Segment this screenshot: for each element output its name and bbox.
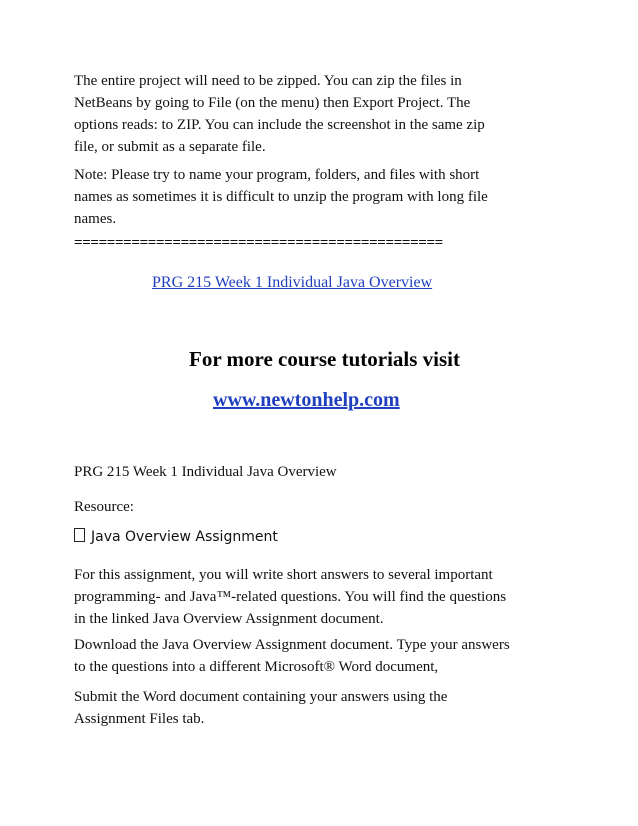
text-line: file, or submit as a separate file. <box>74 139 266 155</box>
resource-label <box>74 496 574 518</box>
text-line: names. <box>74 211 117 227</box>
text-line: PRG 215 Week 1 Individual Java Overview <box>74 464 337 480</box>
paragraph-submit <box>74 686 574 730</box>
paragraph-download <box>74 634 574 678</box>
text-line: Assignment Files tab. <box>74 711 205 727</box>
checkbox-bullet-icon <box>74 528 85 542</box>
text-line: options reads: to ZIP. You can include the screenshot in the same zip <box>74 117 485 133</box>
text-line: Resource: <box>74 499 134 515</box>
website-link[interactable]: www.newtonhelp.com <box>213 389 400 411</box>
text-line: in the linked Java Overview Assignment document. <box>74 611 384 627</box>
text-line: NetBeans by going to File (on the menu) then Export Project. The <box>74 95 471 111</box>
text-line: For this assignment, you will write short answers to several important <box>74 567 493 583</box>
text-line: The entire project will need to be zipped. You can zip the files in <box>74 73 462 89</box>
text-line: to the questions into a different Microsoft® Word document, <box>74 659 439 675</box>
paragraph-naming-note <box>74 164 574 230</box>
text-line: Download the Java Overview Assignment document. Type your answers <box>74 637 510 653</box>
text-line: Note: Please try to name your program, folders, and files with short <box>74 167 480 183</box>
paragraph-assignment <box>74 564 574 630</box>
text-line: programming- and Java™-related questions. You will find the questions <box>74 589 507 605</box>
text-line: names as sometimes it is difficult to unzip the program with long file <box>74 189 488 205</box>
text-line: Submit the Word document containing your answers using the <box>74 689 448 705</box>
paragraph-zip-instructions <box>74 70 574 158</box>
separator-line: ============================================= <box>74 235 443 251</box>
resource-bullet-item <box>74 528 278 545</box>
course-line <box>74 461 574 483</box>
promo-heading: For more course tutorials visit <box>189 347 461 371</box>
bullet-text: Java Overview Assignment <box>91 529 278 545</box>
course-title-link[interactable]: PRG 215 Week 1 Individual Java Overview <box>152 274 433 291</box>
